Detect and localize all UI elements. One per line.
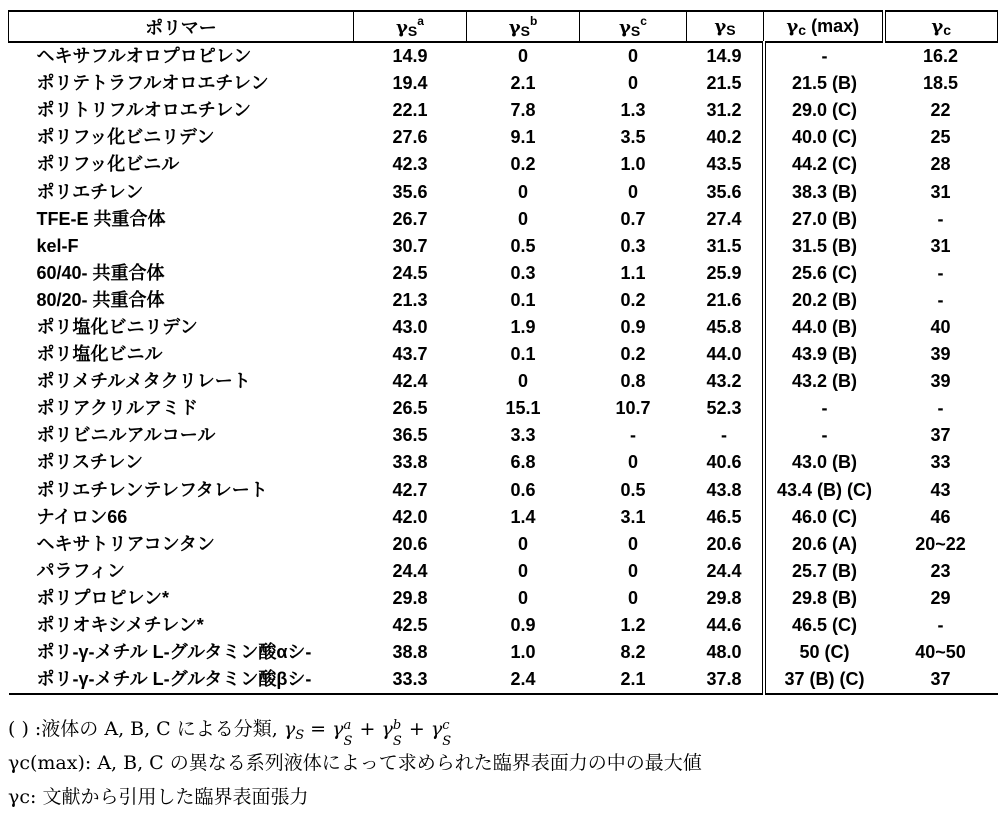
- cell-gamma-c: 28: [930, 154, 951, 175]
- cell-gamma-s-c: 0: [627, 181, 638, 202]
- cell-polymer-name: ポリエチレンテレフタレート: [36, 479, 268, 500]
- cell-gamma-s-a: 38.8: [392, 642, 428, 663]
- cell-gamma-s-b: 0: [517, 208, 528, 229]
- cell-gamma-c-max: 20.2 (B): [791, 289, 858, 310]
- header-gamma-s: $\gamma_S$: [687, 11, 764, 42]
- cell-gamma-s: 46.5: [687, 504, 764, 531]
- table-row: [9, 314, 998, 341]
- cell-gamma-s: 29.8: [687, 585, 764, 612]
- cell-gamma-s-a: 26.7: [392, 208, 428, 229]
- cell-gamma-s-c: 2.1: [580, 666, 687, 694]
- cell-gamma-c: 31: [930, 181, 951, 202]
- cell-gamma-s-a: 24.5: [392, 262, 428, 283]
- cell-gamma-s: 35.6: [687, 178, 764, 205]
- cell-polymer-name: ポリトリフルオロエチレン: [36, 100, 251, 121]
- cell-gamma-s-b: 0: [517, 181, 528, 202]
- cell-gamma-s: 27.4: [687, 206, 764, 233]
- cell-gamma-s-a: 36.5: [392, 425, 428, 446]
- table-row: [9, 151, 998, 178]
- cell-gamma-s: 44.6: [687, 612, 764, 639]
- cell-gamma-s: 52.3: [687, 395, 764, 422]
- table-row: [9, 585, 998, 612]
- cell-gamma-c: 23: [930, 560, 951, 581]
- cell-gamma-c: -: [937, 615, 944, 636]
- header-polymer: ポリマー: [9, 11, 354, 42]
- cell-polymer-name: ヘキサフルオロプロピレン: [36, 46, 252, 67]
- cell-gamma-s-b: 0.2: [510, 154, 536, 175]
- cell-gamma-s-b: 1.9: [510, 316, 536, 337]
- cell-gamma-c: 29: [930, 587, 951, 608]
- cell-gamma-c-max: 21.5 (B): [791, 73, 858, 94]
- cell-gamma-c: -: [937, 289, 944, 310]
- cell-gamma-c: 46: [930, 506, 951, 527]
- cell-gamma-s-a: 26.5: [392, 398, 428, 419]
- table-row: [9, 477, 998, 504]
- cell-gamma-s-c: 0: [627, 587, 638, 608]
- cell-gamma-s-a: 30.7: [392, 235, 428, 256]
- cell-gamma-c: 37: [884, 666, 998, 694]
- cell-polymer-name: ポリテトラフルオロエチレン: [36, 73, 269, 94]
- table-row: [9, 70, 998, 97]
- table-body: [9, 42, 998, 694]
- table-row: [9, 368, 998, 395]
- cell-gamma-s-b: 7.8: [510, 100, 536, 121]
- header-gamma-s-b: $\gamma_S^b$: [467, 11, 580, 42]
- cell-gamma-s-a: 20.6: [392, 533, 428, 554]
- table-row: [9, 639, 998, 666]
- table-row: [9, 666, 998, 694]
- cell-gamma-c-max: 46.0 (C): [791, 506, 858, 527]
- cell-gamma-c: 39: [930, 344, 951, 365]
- table-row: [9, 233, 998, 260]
- cell-polymer-name: 60/40- 共重合体: [36, 262, 165, 283]
- cell-gamma-s: 31.5: [687, 233, 764, 260]
- cell-gamma-s-b: 0: [517, 371, 528, 392]
- cell-gamma-s-b: 0.1: [510, 289, 536, 310]
- cell-gamma-s-a: 14.9: [392, 46, 428, 67]
- cell-gamma-s-c: 1.2: [620, 615, 646, 636]
- cell-gamma-s: 43.2: [687, 368, 764, 395]
- table-row: [9, 287, 998, 314]
- cell-gamma-s-a: 24.4: [392, 560, 428, 581]
- cell-gamma-c: 43: [930, 479, 951, 500]
- cell-gamma-c-max: 29.8 (B): [791, 587, 858, 608]
- table-row: [9, 206, 998, 233]
- cell-polymer-name: ポリプロピレン*: [36, 587, 170, 608]
- footnote-gamma-c-label: γc:: [8, 786, 37, 808]
- footnote-classification: [8, 712, 988, 749]
- table-row: [9, 341, 998, 368]
- cell-gamma-s-a: 33.8: [392, 452, 428, 473]
- cell-gamma-s-a: 21.3: [392, 289, 428, 310]
- cell-gamma-c-max: -: [821, 398, 828, 419]
- cell-gamma-c-max: 38.3 (B): [791, 181, 858, 202]
- cell-gamma-s-b: 0.9: [510, 615, 536, 636]
- cell-gamma-s-b: 0: [517, 587, 528, 608]
- cell-polymer-name: ポリ塩化ビニル: [36, 344, 163, 365]
- cell-polymer-name: ポリフッ化ビニル: [36, 154, 180, 175]
- cell-gamma-s: 45.8: [687, 314, 764, 341]
- cell-gamma-s-c: 3.5: [620, 127, 646, 148]
- cell-polymer-name: パラフィン: [36, 560, 126, 581]
- cell-polymer-name: ヘキサトリアコンタン: [36, 533, 215, 554]
- cell-gamma-s-c: 0.8: [620, 371, 646, 392]
- footnote-gamma-c-max-text: A, B, C の異なる系列液体によって求められた臨界表面力の中の最大値: [91, 752, 702, 774]
- cell-gamma-s-b: 0.3: [510, 262, 536, 283]
- cell-gamma-s: 44.0: [687, 341, 764, 368]
- cell-polymer-name: ポリフッ化ビニリデン: [36, 127, 215, 148]
- cell-gamma-s-a: 42.5: [392, 615, 428, 636]
- cell-gamma-s-c: 0: [627, 46, 638, 67]
- cell-gamma-s-c: 1.1: [620, 262, 646, 283]
- cell-gamma-s-c: 0: [627, 533, 638, 554]
- cell-gamma-c-max: -: [821, 46, 828, 67]
- cell-gamma-s-c: 0.2: [620, 289, 646, 310]
- cell-gamma-s-a: 19.4: [392, 73, 428, 94]
- cell-gamma-c-max: 43.9 (B): [791, 344, 858, 365]
- cell-gamma-s-a: 43.7: [392, 344, 428, 365]
- cell-gamma-c: 22: [930, 100, 951, 121]
- cell-gamma-s-b: 15.1: [505, 398, 541, 419]
- cell-gamma-s-a: 29.8: [392, 587, 428, 608]
- cell-gamma-c: 20~22: [915, 533, 966, 554]
- cell-gamma-s: 24.4: [687, 558, 764, 585]
- cell-gamma-c: -: [937, 398, 944, 419]
- cell-gamma-s-c: 0: [627, 73, 638, 94]
- cell-gamma-s: 25.9: [687, 260, 764, 287]
- table-row: [9, 178, 998, 205]
- footnote-gamma-c-max-label: γc(max):: [8, 752, 92, 774]
- cell-gamma-s-b: 0.6: [510, 479, 536, 500]
- cell-gamma-c: 40: [930, 316, 951, 337]
- cell-gamma-s: 40.2: [687, 124, 764, 151]
- table-row: [9, 504, 998, 531]
- cell-gamma-c: 37: [930, 425, 951, 446]
- table-row: [9, 422, 998, 449]
- cell-polymer-name: ポリ-γ-メチル L-グルタミン酸βシ-: [9, 666, 354, 694]
- cell-polymer-name: ポリオキシメチレン*: [36, 615, 204, 636]
- cell-gamma-s-b: 3.3: [510, 425, 536, 446]
- cell-gamma-s-a: 33.3: [354, 666, 467, 694]
- cell-gamma-s-b: 0.1: [510, 344, 536, 365]
- cell-polymer-name: ポリ-γ-メチル L-グルタミン酸αシ-: [36, 642, 312, 663]
- cell-gamma-c: 40~50: [915, 642, 966, 663]
- cell-polymer-name: ナイロン66: [36, 506, 128, 527]
- cell-gamma-s-b: 1.0: [510, 642, 536, 663]
- cell-gamma-c-max: 27.0 (B): [791, 208, 858, 229]
- cell-gamma-s-b: 2.4: [467, 666, 580, 694]
- table-row: [9, 531, 998, 558]
- cell-gamma-s-b: 0: [517, 533, 528, 554]
- cell-gamma-s-c: 3.1: [620, 506, 646, 527]
- cell-gamma-s: -: [687, 422, 764, 449]
- cell-gamma-s-b: 2.1: [510, 73, 536, 94]
- cell-polymer-name: TFE-E 共重合体: [36, 208, 166, 229]
- cell-gamma-s-a: 42.4: [392, 371, 428, 392]
- cell-gamma-s-c: 1.3: [620, 100, 646, 121]
- table-row: [9, 449, 998, 476]
- formula-gamma-s: $\gamma_S = \gamma$ a S + γ b S + γ c S: [283, 718, 452, 749]
- header-gamma-c-max: $\gamma_c$ (max): [764, 11, 884, 42]
- cell-gamma-s-a: 22.1: [392, 100, 428, 121]
- cell-gamma-s-a: 35.6: [392, 181, 428, 202]
- footnotes: [8, 712, 988, 814]
- header-gamma-s-a: $\gamma_S^a$: [354, 11, 467, 42]
- header-gamma-c: $\gamma_c$: [884, 11, 998, 42]
- cell-gamma-c-max: 25.6 (C): [791, 262, 858, 283]
- cell-gamma-c-max: 40.0 (C): [791, 127, 858, 148]
- cell-gamma-s: 40.6: [687, 449, 764, 476]
- cell-gamma-c-max: 46.5 (C): [791, 615, 858, 636]
- cell-gamma-s: 20.6: [687, 531, 764, 558]
- cell-gamma-s-a: 42.0: [392, 506, 428, 527]
- footnote-classification-text: ( ) :液体の A, B, C による分類,: [8, 718, 278, 740]
- cell-gamma-c-max: 43.4 (B) (C): [776, 479, 872, 500]
- footnote-gamma-c-text: 文献から引用した臨界表面張力: [36, 786, 309, 808]
- table-row: [9, 124, 998, 151]
- footnote-gamma-c-max: [8, 746, 988, 780]
- cell-gamma-s-c: 0.5: [620, 479, 646, 500]
- cell-polymer-name: ポリ塩化ビニリデン: [36, 316, 198, 337]
- cell-gamma-s: 21.6: [687, 287, 764, 314]
- cell-gamma-c: 31: [930, 235, 951, 256]
- table-row: [9, 97, 998, 124]
- cell-polymer-name: ポリスチレン: [36, 452, 143, 473]
- cell-gamma-c-max: 31.5 (B): [791, 235, 858, 256]
- cell-gamma-s-a: 42.7: [392, 479, 428, 500]
- cell-polymer-name: ポリメチルメタクリレート: [36, 371, 251, 392]
- cell-gamma-c-max: 25.7 (B): [791, 560, 858, 581]
- cell-gamma-s-b: 0.5: [510, 235, 536, 256]
- cell-gamma-s-b: 9.1: [510, 127, 536, 148]
- cell-gamma-s-c: 10.7: [615, 398, 651, 419]
- cell-gamma-s-b: 0: [517, 560, 528, 581]
- cell-gamma-c-max: 29.0 (C): [791, 100, 858, 121]
- cell-gamma-s-a: 42.3: [392, 154, 428, 175]
- cell-gamma-s: 37.8: [687, 666, 764, 694]
- cell-gamma-s-c: 0.7: [620, 208, 646, 229]
- cell-gamma-c-max: 44.2 (C): [791, 154, 858, 175]
- cell-gamma-s: 14.9: [687, 42, 764, 70]
- cell-gamma-c: 33: [930, 452, 951, 473]
- cell-gamma-c: 16.2: [922, 46, 959, 67]
- cell-gamma-c-max: 20.6 (A): [791, 533, 858, 554]
- cell-gamma-s-c: 0: [627, 560, 638, 581]
- cell-gamma-c-max: -: [821, 425, 828, 446]
- cell-gamma-s: 21.5: [687, 70, 764, 97]
- cell-gamma-s: 31.2: [687, 97, 764, 124]
- cell-gamma-c-max: 43.2 (B): [791, 371, 858, 392]
- cell-gamma-s-a: 27.6: [392, 127, 428, 148]
- cell-polymer-name: ポリアクリルアミド: [36, 398, 198, 419]
- cell-polymer-name: ポリエチレン: [36, 181, 144, 202]
- cell-gamma-c: 25: [930, 127, 951, 148]
- header-gamma-s-c: $\gamma_S^c$: [580, 11, 687, 42]
- cell-gamma-s: 43.5: [687, 151, 764, 178]
- cell-gamma-c: 18.5: [922, 73, 959, 94]
- cell-gamma-c-max: 37 (B) (C): [764, 666, 884, 694]
- cell-gamma-s-c: 8.2: [620, 642, 646, 663]
- table-header-row: [9, 11, 998, 42]
- cell-polymer-name: ポリビニルアルコール: [36, 425, 216, 446]
- cell-gamma-c: 39: [930, 371, 951, 392]
- cell-gamma-c-max: 43.0 (B): [791, 452, 858, 473]
- cell-gamma-c-max: 44.0 (B): [791, 316, 858, 337]
- cell-gamma-c: -: [937, 262, 944, 283]
- cell-gamma-s-c: 1.0: [620, 154, 646, 175]
- polymer-surface-tension-table: [8, 10, 998, 695]
- cell-polymer-name: kel-F: [36, 235, 79, 256]
- cell-gamma-s-c: 0.2: [620, 344, 646, 365]
- table-row: [9, 395, 998, 422]
- cell-gamma-s-b: 1.4: [510, 506, 536, 527]
- cell-gamma-c-max: 50 (C): [799, 642, 850, 663]
- cell-gamma-s-c: 0.3: [620, 235, 646, 256]
- table-row: [9, 558, 998, 585]
- table-row: [9, 42, 998, 70]
- cell-gamma-s-c: 0: [627, 452, 638, 473]
- cell-gamma-s-a: 43.0: [392, 316, 428, 337]
- cell-gamma-s-b: 0: [517, 46, 528, 67]
- cell-gamma-s-c: 0.9: [620, 316, 646, 337]
- footnote-gamma-c: [8, 780, 988, 814]
- cell-gamma-s: 48.0: [687, 639, 764, 666]
- cell-gamma-s-b: 6.8: [510, 452, 536, 473]
- cell-gamma-s-c: -: [630, 425, 636, 446]
- cell-gamma-s: 43.8: [687, 477, 764, 504]
- table-row: [9, 612, 998, 639]
- cell-gamma-c: -: [937, 208, 944, 229]
- table-row: [9, 260, 998, 287]
- cell-polymer-name: 80/20- 共重合体: [36, 289, 165, 310]
